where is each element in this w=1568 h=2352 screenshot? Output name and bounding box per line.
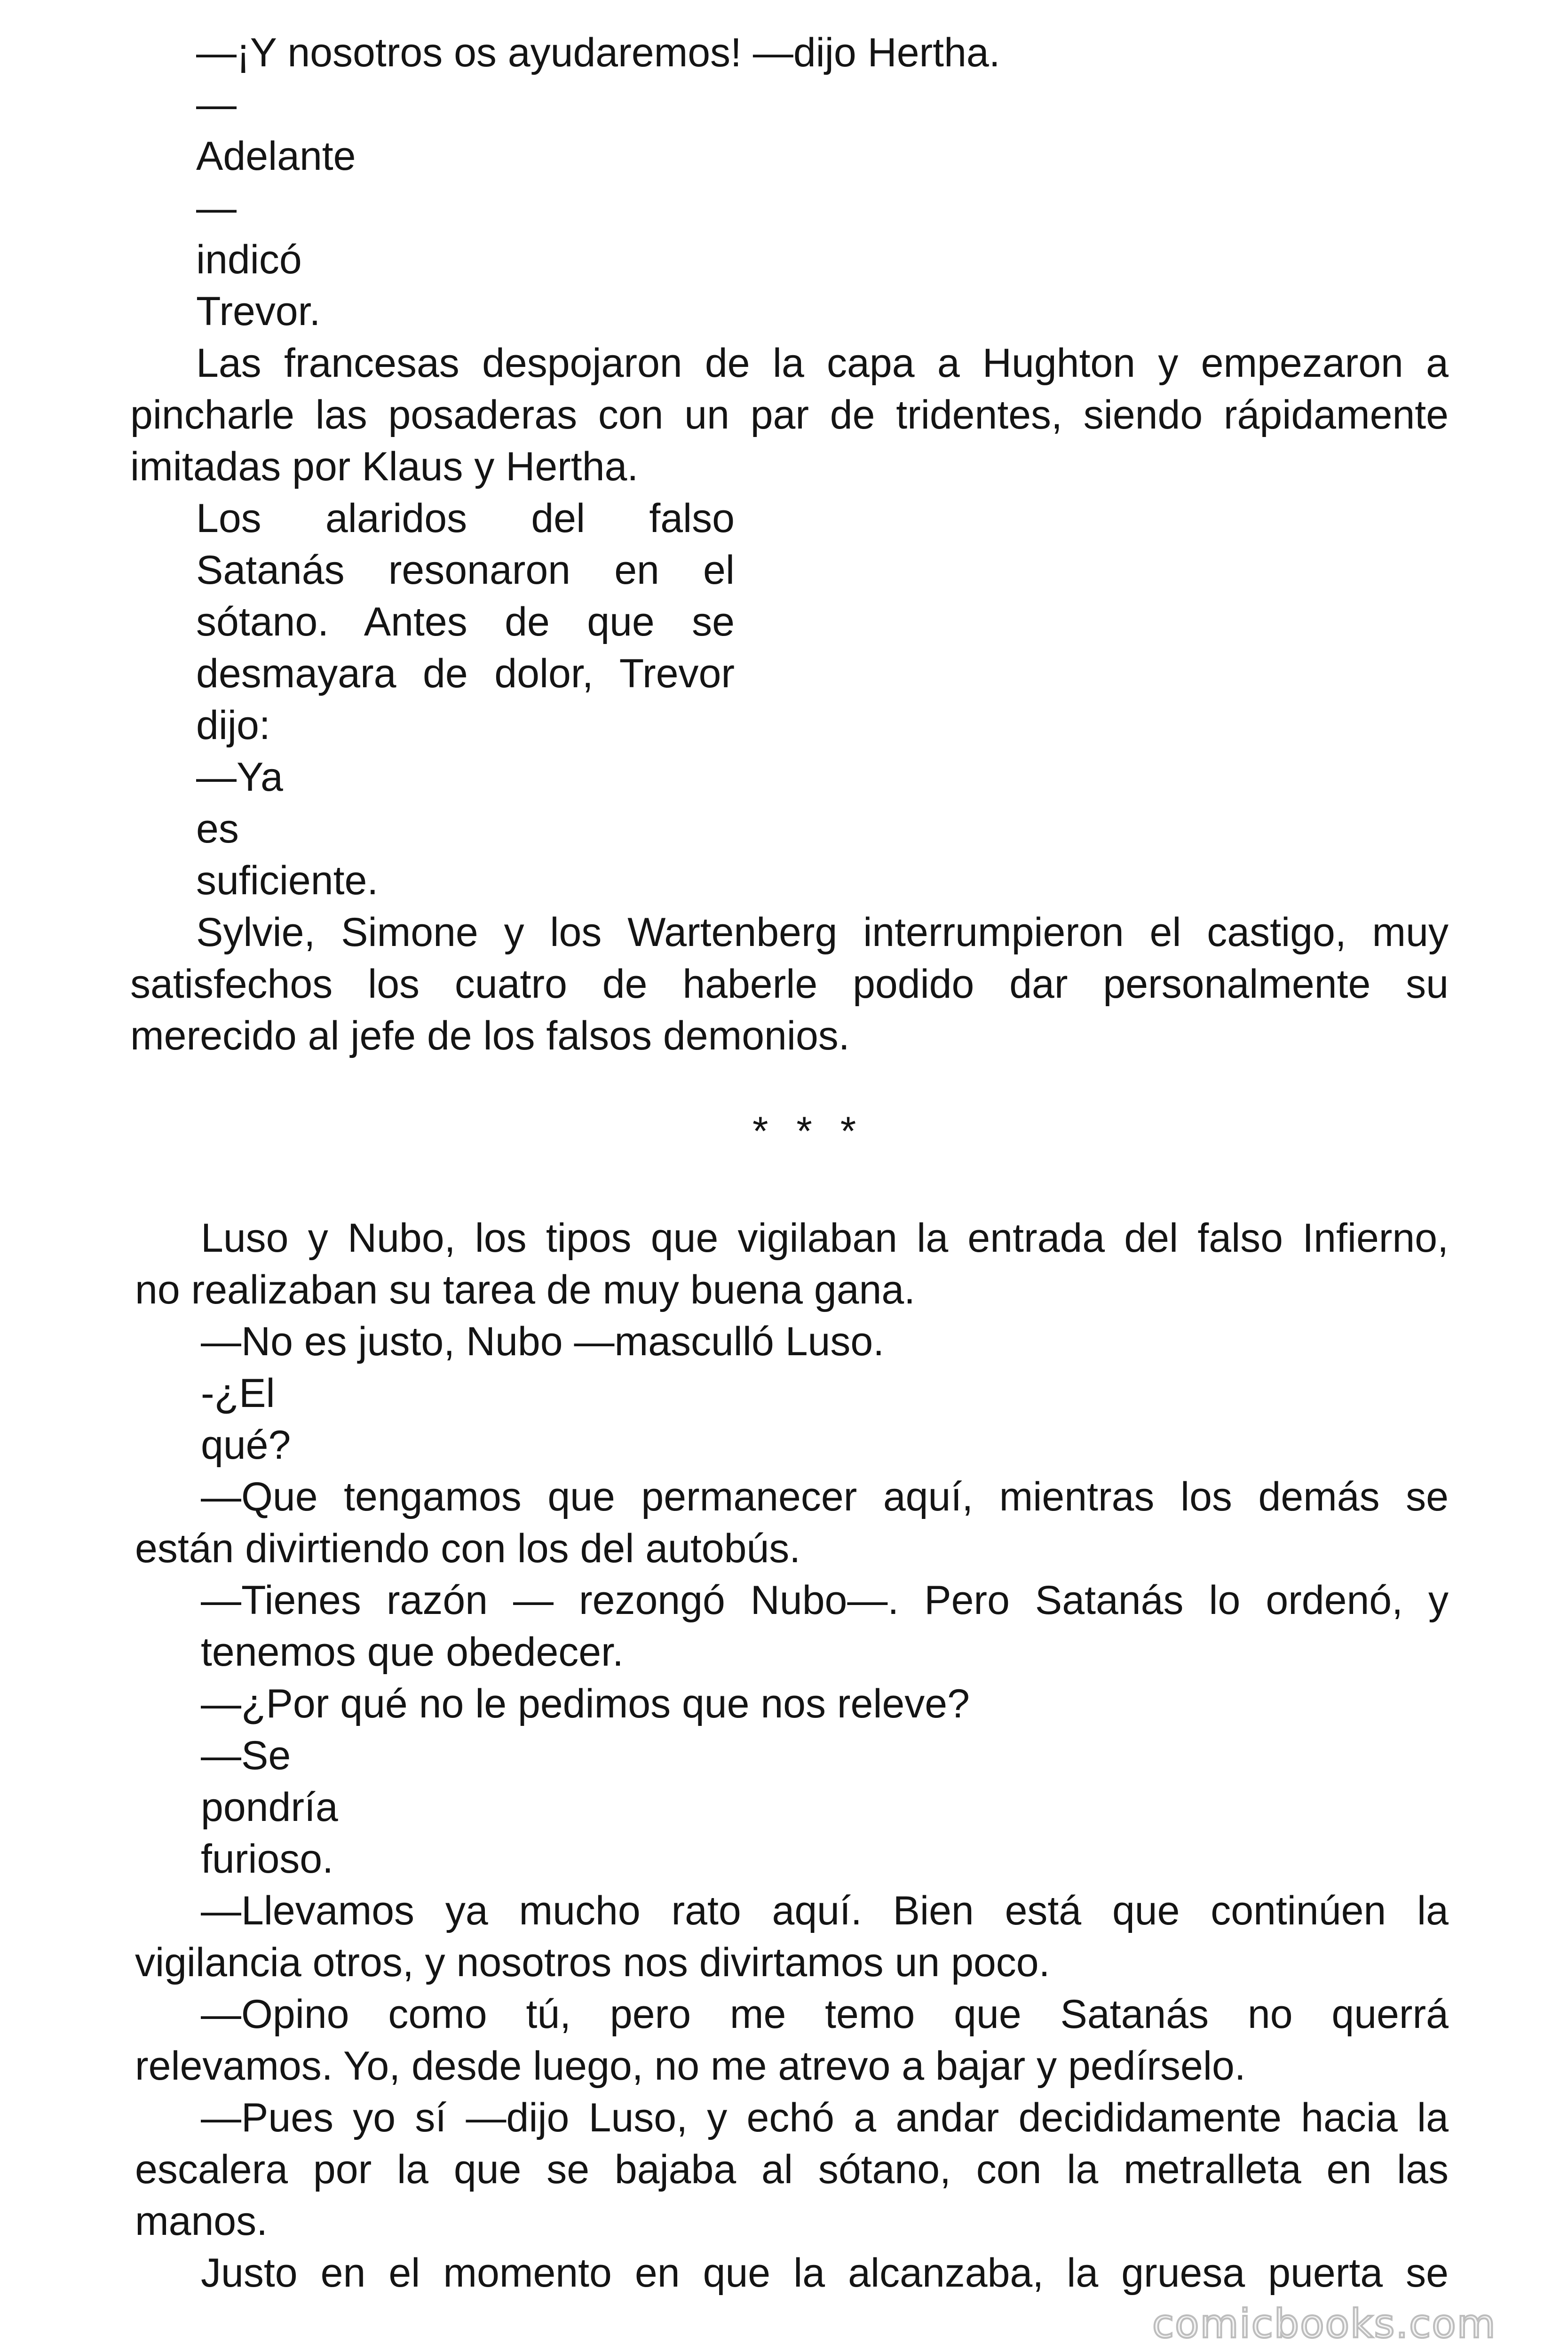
text-line: furioso. bbox=[201, 1836, 334, 1882]
text-line: qué? bbox=[201, 1422, 291, 1468]
text-line: -¿El bbox=[201, 1371, 275, 1416]
text-line: no realizaban su tarea de muy buena gana. bbox=[135, 1267, 916, 1312]
text-line: Sylvie, Simone y los Wartenberg interrumpieron el castigo, muy bbox=[196, 910, 1449, 955]
text-line: desmayara de dolor, Trevor bbox=[196, 651, 735, 696]
text-line: Los alaridos del falso bbox=[196, 496, 735, 541]
text-line: es bbox=[196, 806, 239, 851]
text-line: pincharle las posaderas con un par de tridentes, siendo rápidamente bbox=[130, 392, 1449, 437]
watermark-logo: comicbooks.com bbox=[1152, 2301, 1497, 2347]
text-line: —Pues yo sí —dijo Luso, y echó a andar decididamente hacia la bbox=[201, 2095, 1449, 2140]
text-line: indicó bbox=[196, 237, 302, 282]
text-line: Luso y Nubo, los tipos que vigilaban la entrada del falso Infierno, bbox=[201, 1216, 1449, 1261]
text-line: — bbox=[196, 185, 237, 230]
text-line: tenemos que obedecer. bbox=[201, 1629, 624, 1675]
text-line: imitadas por Klaus y Hertha. bbox=[130, 444, 639, 489]
text-line: —Que tengamos que permanecer aquí, mientras los demás se bbox=[201, 1474, 1449, 1519]
text-line: sótano. Antes de que se bbox=[196, 599, 735, 644]
text-line: dijo: bbox=[196, 703, 270, 748]
text-line: —Ya bbox=[196, 755, 283, 800]
text-line: Trevor. bbox=[196, 289, 321, 334]
text-line: pondría bbox=[201, 1785, 338, 1830]
text-line: Satanás resonaron en el bbox=[196, 548, 735, 593]
text-line: Las francesas despojaron de la capa a Hughton y empezaron a bbox=[196, 341, 1449, 386]
text-line: suficiente. bbox=[196, 858, 379, 903]
text-line: satisfechos los cuatro de haberle podido dar personalmente su bbox=[130, 961, 1449, 1007]
text-line: relevamos. Yo, desde luego, no me atrevo a bajar y pedírselo. bbox=[135, 2043, 1246, 2089]
text-line: —Opino como tú, pero me temo que Satanás no querrá bbox=[201, 1992, 1449, 2037]
text-line: Justo en el momento en que la alcanzaba, la gruesa puerta se bbox=[201, 2250, 1449, 2296]
text-line: —Tienes razón — rezongó Nubo—. Pero Satanás lo ordenó, y bbox=[201, 1578, 1449, 1623]
text-line: —¿Por qué no le pedimos que nos releve? bbox=[201, 1681, 970, 1726]
text-line: —Llevamos ya mucho rato aquí. Bien está que continúen la bbox=[201, 1888, 1449, 1933]
text-line: —¡Y nosotros os ayudaremos! —dijo Hertha. bbox=[196, 30, 1000, 75]
text-line: merecido al jefe de los falsos demonios. bbox=[130, 1013, 850, 1058]
text-line: —Se bbox=[201, 1733, 291, 1778]
text-line: manos. bbox=[135, 2199, 268, 2244]
text-line: vigilancia otros, y nosotros nos divirtamos un poco. bbox=[135, 1940, 1050, 1985]
text-line: están divirtiendo con los del autobús. bbox=[135, 1526, 801, 1571]
section-break: * * * bbox=[752, 1109, 865, 1154]
text-line: — bbox=[196, 82, 237, 127]
text-line: —No es justo, Nubo —masculló Luso. bbox=[201, 1319, 885, 1364]
text-line: escalera por la que se bajaba al sótano, con la metralleta en las bbox=[135, 2147, 1449, 2192]
text-line: Adelante bbox=[196, 134, 356, 179]
